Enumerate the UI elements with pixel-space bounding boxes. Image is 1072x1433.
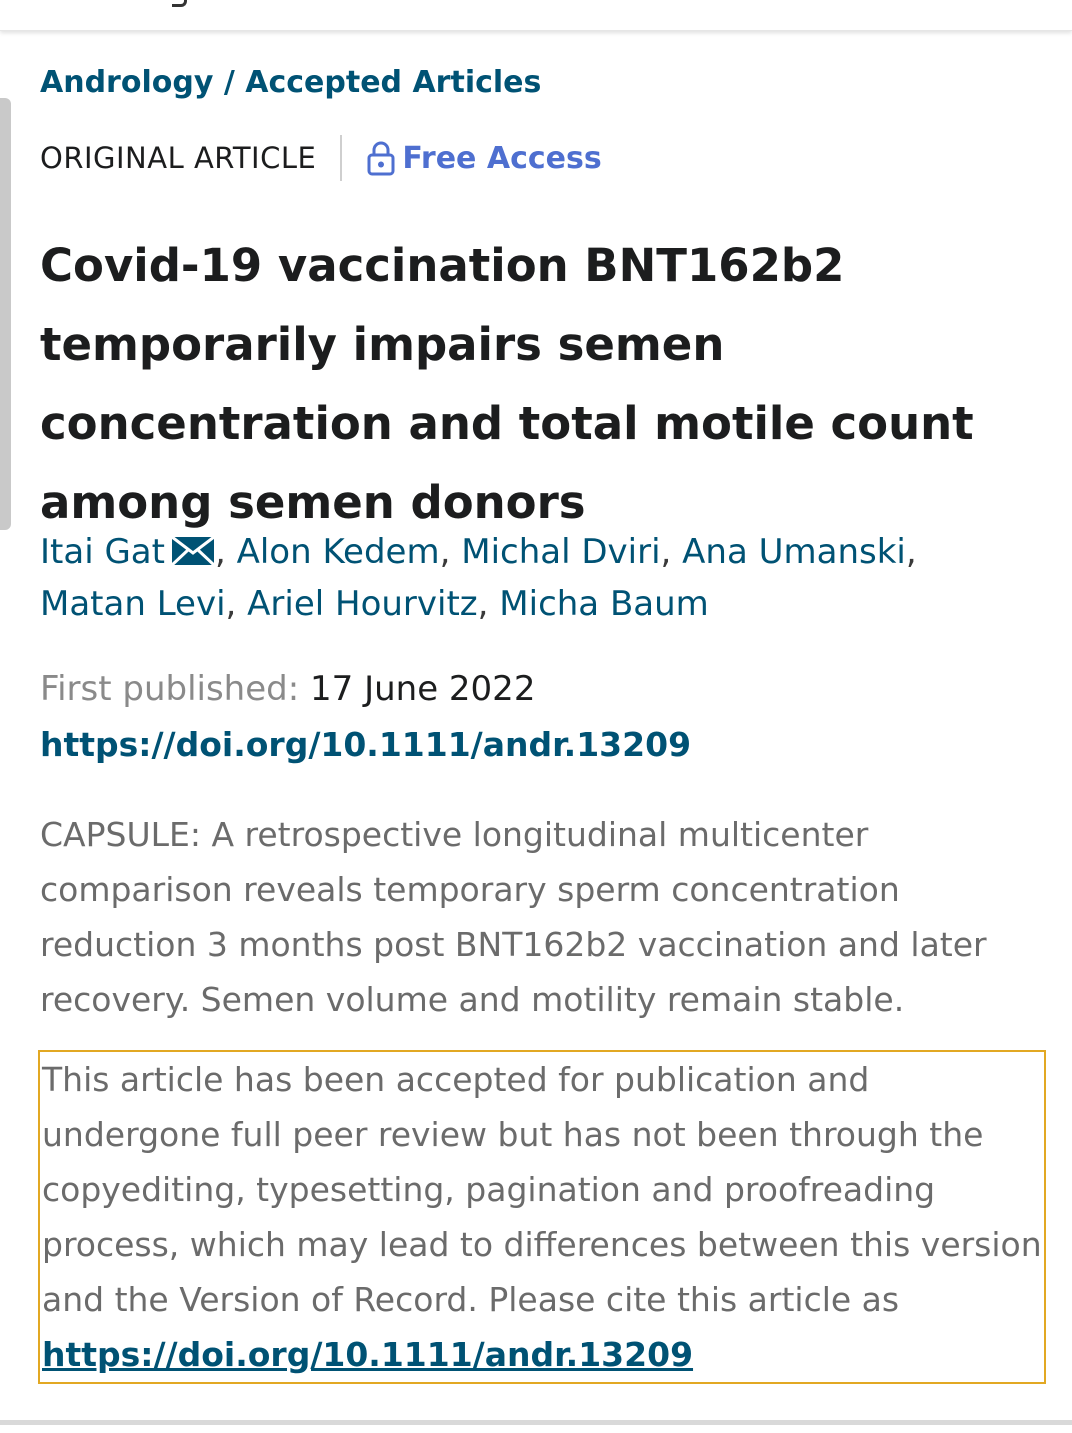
- doi-link[interactable]: https://doi.org/10.1111/andr.13209: [40, 725, 692, 764]
- author-link[interactable]: Michal Dviri: [461, 532, 661, 572]
- author-link[interactable]: Alon Kedem: [236, 532, 440, 572]
- meta-divider: [340, 135, 342, 181]
- author-list: [40, 526, 1044, 630]
- author-separator: ,: [214, 532, 237, 572]
- access-badge: [366, 140, 601, 176]
- author-link[interactable]: Micha Baum: [499, 584, 709, 624]
- article-capsule: CAPSULE: A retrospective longitudinal multicenter comparison reveals temporary sperm concentration reduction 3 months post BNT162b2 vaccination and later recovery. Semen volume and motility remain stable.: [40, 815, 987, 1019]
- breadcrumb-section-link[interactable]: Accepted Articles: [245, 65, 542, 100]
- first-published-label: First published:: [40, 669, 300, 709]
- article-meta-row: [40, 134, 602, 182]
- author-separator: ,: [660, 532, 683, 572]
- mail-icon[interactable]: [171, 535, 215, 567]
- first-published: [40, 666, 535, 712]
- breadcrumb-journal-link[interactable]: Andrology: [40, 65, 214, 100]
- first-published-date: 17 June 2022: [310, 669, 536, 709]
- access-label: Free Access: [402, 140, 602, 176]
- top-bar: [0, 0, 1072, 31]
- breadcrumb-separator: /: [213, 65, 246, 100]
- author-link[interactable]: Matan Levi: [40, 584, 226, 624]
- accepted-article-notice: [38, 1050, 1046, 1384]
- author-link[interactable]: Ariel Hourvitz: [247, 584, 478, 624]
- article-title: Covid-19 vaccination BNT162b2 temporarily impairs semen concentration and total motile count among semen donors: [40, 239, 974, 529]
- author-separator: ,: [905, 532, 917, 572]
- lock-icon: [366, 140, 396, 176]
- section-divider: [0, 1420, 1072, 1425]
- header-logo-fragment: [172, 0, 187, 7]
- breadcrumb: [40, 65, 541, 100]
- article-type: ORIGINAL ARTICLE: [40, 141, 317, 175]
- author-separator: ,: [225, 584, 248, 624]
- author-link[interactable]: Ana Umanski: [682, 532, 906, 572]
- notice-doi-link[interactable]: https://doi.org/10.1111/andr.13209: [42, 1335, 694, 1374]
- notice-paragraph: [40, 1052, 1044, 1382]
- author-link[interactable]: Itai Gat: [40, 532, 165, 572]
- author-separator: ,: [477, 584, 500, 624]
- notice-text: This article has been accepted for publication and undergone full peer review but has not been through the copyediting, typesetting, pagination and proofreading process, which may lead to differences between this version and the Version of Record. Please cite this article as: [42, 1060, 1042, 1319]
- author-separator: ,: [439, 532, 462, 572]
- scroll-handle[interactable]: [0, 98, 11, 530]
